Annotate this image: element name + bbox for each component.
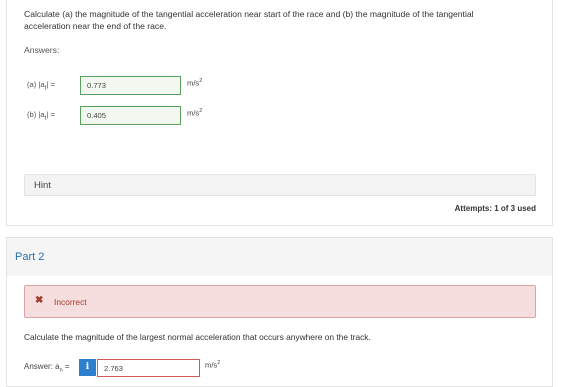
answer-an-input[interactable] [97,359,200,377]
answer-an-label: Answer: $a_n$ = [24,362,70,374]
x-icon: ✖ [35,295,44,306]
part1-card [6,0,553,226]
attempts-counter: Attempts: 1 of 3 used [454,204,536,213]
answer-row-a [27,76,327,96]
feedback-text: Incorrect [54,297,87,307]
part2-question: Calculate the magnitude of the largest normal acceleration that occurs anywhere on the track. [24,332,371,342]
answer-an-unit: $m/s^2$ [205,360,221,370]
part2-card [6,237,553,387]
part1-question: Calculate (a) the magnitude of the tangential acceleration near start of the race and (b) the magnitude of the tangential acceleration near the end of the race. [24,9,474,31]
answer-a-input[interactable] [80,76,181,95]
part2-header[interactable] [7,238,552,276]
answer-b-unit: $m/s^2$ [187,108,203,118]
hint-label: Hint [34,180,51,191]
answer-b-input[interactable] [80,106,181,125]
answer-row-b [27,106,327,126]
answers-label: Answers: [24,45,60,55]
answer-a-label: (a) $|a_t|$ = [27,80,55,92]
part2-title: Part 2 [15,251,45,263]
answer-b-label: (b) $|a_t|$ = [27,110,55,122]
answer-a-unit: $m/s^2$ [187,78,203,88]
feedback-incorrect [24,285,536,318]
info-icon[interactable]: i [79,359,96,376]
hint-button[interactable] [24,174,536,196]
